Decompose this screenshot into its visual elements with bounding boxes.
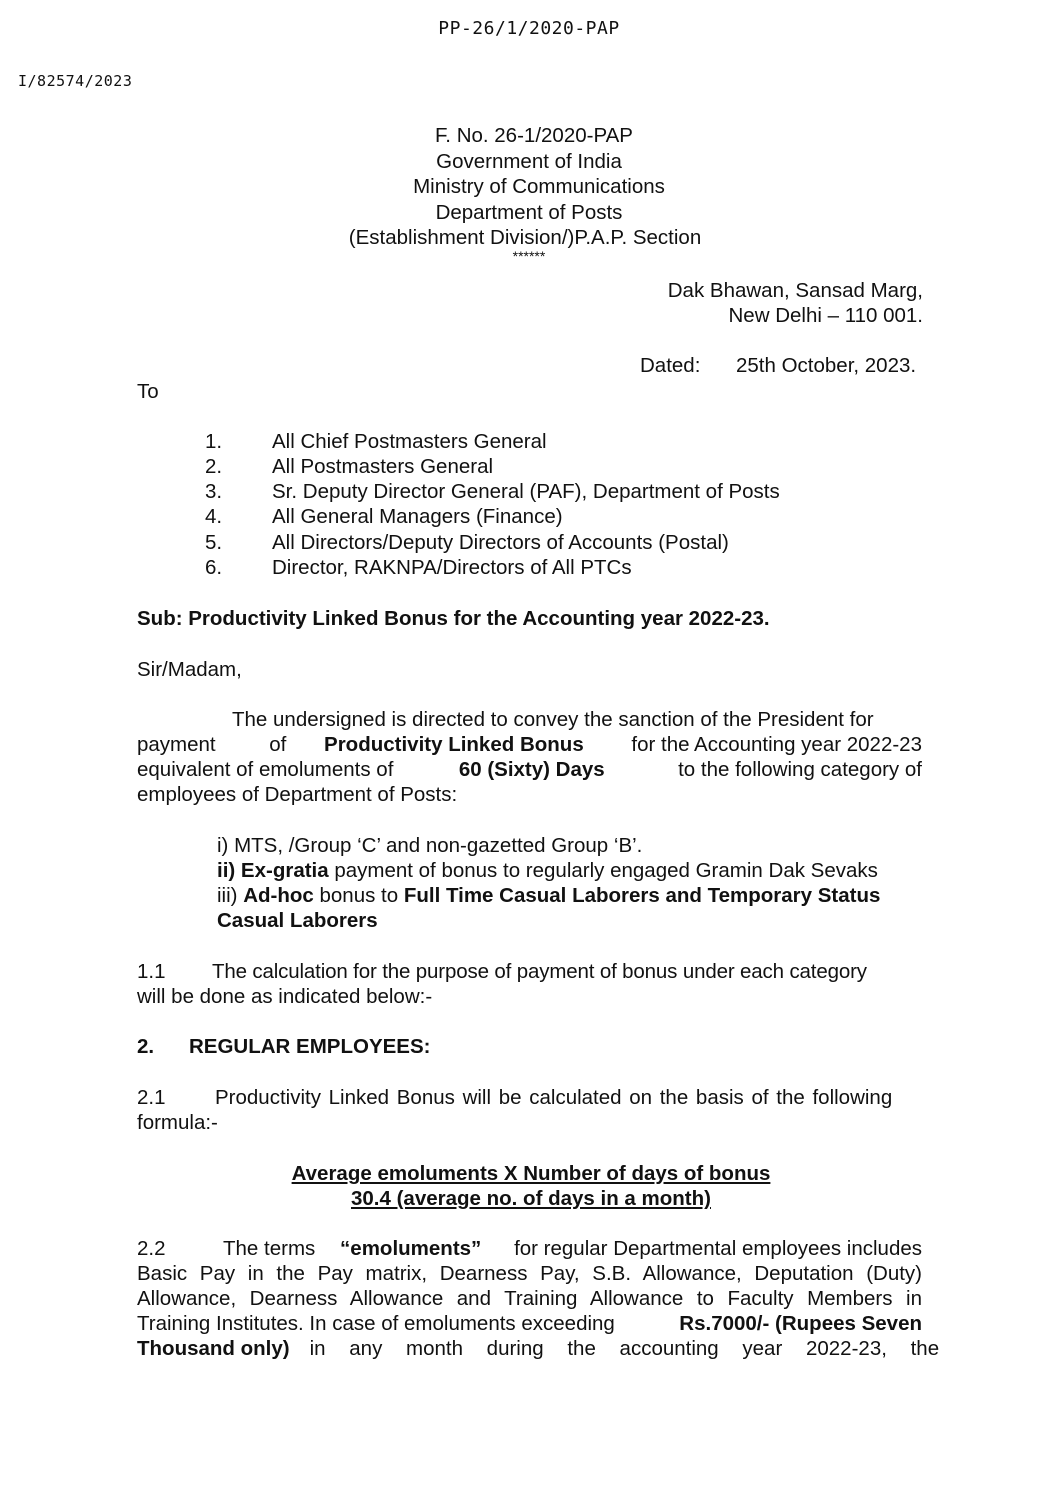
section-number: 2. [137, 1035, 155, 1058]
date-label: Dated: [640, 354, 701, 377]
paragraph-number: 2.1 [137, 1086, 166, 1109]
text-run-bold: Rs.7000/- (Rupees Seven [679, 1312, 922, 1335]
text-run: equivalent of emoluments of [137, 758, 394, 781]
paragraph-line [137, 733, 922, 757]
file-ref-stamp: PP-26/1/2020-PAP [438, 18, 620, 39]
formula-numerator: Average emoluments X Number of days of bonus [291, 1162, 771, 1185]
category-item: i) MTS, /Group ‘C’ and non-gazetted Group ‘B’. [217, 834, 643, 857]
text-run-bold: Ad-hoc [243, 884, 314, 907]
department-name: Department of Posts [435, 201, 623, 224]
text-run: iii) [217, 884, 244, 907]
text-run-bold: Full Time Casual Laborers and Temporary Status [403, 884, 881, 907]
list-item-number: 6. [205, 556, 223, 579]
list-item: Sr. Deputy Director General (PAF), Department of Posts [272, 480, 780, 503]
salutation: Sir/Madam, [137, 658, 242, 681]
paragraph-line: Allowance, Dearness Allowance and Training Allowance to Faculty Members in [137, 1287, 922, 1310]
text-run: to the following category of [678, 758, 922, 781]
text-run: bonus to [313, 884, 404, 907]
paragraph-line: employees of Department of Posts: [137, 783, 458, 806]
header-separator: ****** [512, 248, 546, 264]
paragraph-line [137, 758, 922, 782]
list-item-number: 3. [205, 480, 223, 503]
paragraph-line: formula:- [137, 1111, 218, 1134]
text-run: Training Institutes. In case of emoluments exceeding [137, 1312, 615, 1335]
receipt-number-stamp: I/82574/2023 [18, 72, 133, 90]
to-label: To [137, 380, 159, 403]
category-item [217, 884, 880, 908]
text-run-bold: Productivity Linked Bonus [324, 733, 584, 756]
list-item: All Chief Postmasters General [272, 430, 547, 453]
paragraph-line [137, 1312, 922, 1336]
section-title: REGULAR EMPLOYEES: [189, 1035, 431, 1058]
paragraph-number: 1.1 [137, 960, 166, 983]
list-item-number: 4. [205, 505, 223, 528]
list-item: Director, RAKNPA/Directors of All PTCs [272, 556, 632, 579]
text-run-bold: 60 (Sixty) Days [458, 758, 605, 781]
text-run: for regular Departmental employees includes [514, 1237, 922, 1260]
subject-line: Sub: Productivity Linked Bonus for the Accounting year 2022-23. [137, 607, 770, 630]
text-run-bold: “emoluments” [340, 1237, 482, 1260]
paragraph-line: The undersigned is directed to convey the sanction of the President for [232, 708, 874, 731]
paragraph-line: will be done as indicated below:- [137, 985, 433, 1008]
list-item: All Directors/Deputy Directors of Accounts (Postal) [272, 531, 729, 554]
text-run: in any month during the accounting year 2022-23, the [309, 1337, 940, 1360]
list-item-number: 5. [205, 531, 223, 554]
text-run: payment of bonus to regularly engaged Gramin Dak Sevaks [328, 859, 878, 882]
ministry-name: Ministry of Communications [413, 175, 665, 198]
formula-denominator: 30.4 (average no. of days in a month) [351, 1187, 711, 1210]
list-item-number: 2. [205, 455, 223, 478]
government-name: Government of India [436, 150, 622, 173]
list-item: All Postmasters General [272, 455, 494, 478]
division-name: (Establishment Division/)P.A.P. Section [348, 226, 702, 249]
address-line-2: New Delhi – 110 001. [728, 304, 923, 327]
paragraph-line: Basic Pay in the Pay matrix, Dearness Pay, S.B. Allowance, Deputation (Duty) [137, 1262, 922, 1285]
address-line-1: Dak Bhawan, Sansad Marg, [667, 279, 923, 302]
text-run: of [269, 733, 287, 756]
category-item-continued: Casual Laborers [217, 909, 378, 932]
category-item [217, 859, 878, 883]
text-run: for the Accounting year 2022-23 [631, 733, 922, 756]
paragraph-line: The calculation for the purpose of payment of bonus under each category [212, 960, 867, 983]
file-number: F. No. 26-1/2020-PAP [435, 124, 633, 147]
date-value: 25th October, 2023. [736, 354, 917, 377]
paragraph-line [215, 1086, 922, 1110]
paragraph-line [137, 1337, 940, 1361]
text-run-bold: ii) Ex-gratia [217, 859, 329, 882]
list-item: All General Managers (Finance) [272, 505, 563, 528]
text-run: payment [137, 733, 216, 756]
text-run-bold: Thousand only) [137, 1337, 290, 1360]
paragraph-line [223, 1237, 922, 1261]
paragraph-number: 2.2 [137, 1237, 166, 1260]
text-run: The terms [223, 1237, 316, 1260]
list-item-number: 1. [205, 430, 223, 453]
text-run: Productivity Linked Bonus will be calculated on the basis of the following [215, 1086, 893, 1109]
